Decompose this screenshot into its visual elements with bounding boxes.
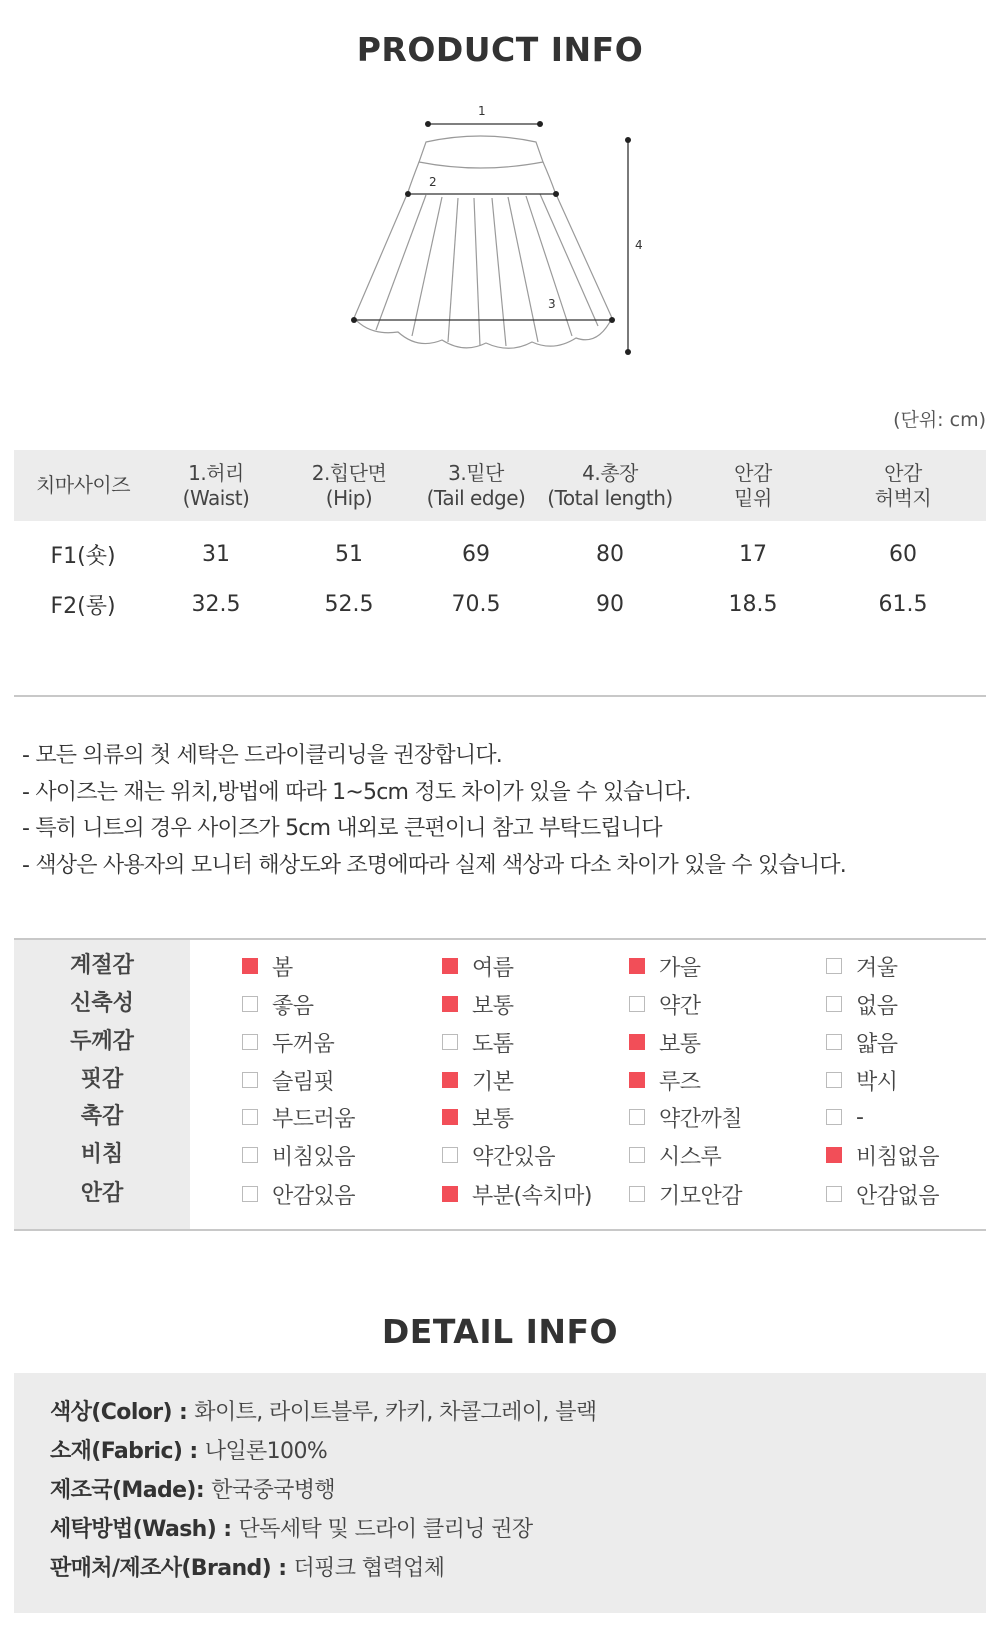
attribute-option bbox=[629, 1175, 742, 1213]
attribute-label: 안감 bbox=[80, 1181, 124, 1206]
attribute-label: 핏감 bbox=[80, 1067, 124, 1092]
table-row bbox=[14, 579, 986, 629]
unchecked-box-icon bbox=[826, 1186, 842, 1202]
attribute-row bbox=[14, 1175, 986, 1213]
size-table bbox=[14, 450, 986, 629]
attribute-option-label: 약간 bbox=[659, 993, 701, 1019]
detail-key: 세탁방법(Wash) : bbox=[50, 1517, 239, 1542]
unchecked-box-icon bbox=[242, 1147, 258, 1163]
attribute-option bbox=[242, 1023, 334, 1061]
divider bbox=[14, 695, 986, 697]
note-line: - 모든 의류의 첫 세탁은 드라이클리닝을 권장합니다. bbox=[22, 743, 502, 768]
header-waist: 1.허리 (Waist) bbox=[182, 460, 250, 510]
measure-label-1: 1 bbox=[478, 104, 486, 118]
detail-value: 화이트, 라이트블루, 카키, 차콜그레이, 블랙 bbox=[194, 1400, 597, 1425]
unchecked-box-icon bbox=[629, 1147, 645, 1163]
detail-value: 나일론100% bbox=[204, 1439, 328, 1464]
attribute-row bbox=[14, 947, 986, 985]
attribute-option-label: 슬림핏 bbox=[272, 1069, 335, 1095]
unchecked-box-icon bbox=[629, 1186, 645, 1202]
product-info-title: PRODUCT INFO bbox=[356, 30, 644, 69]
measure-label-3: 3 bbox=[548, 297, 556, 311]
checked-box-icon bbox=[629, 1072, 645, 1088]
unchecked-box-icon bbox=[826, 958, 842, 974]
attribute-option bbox=[442, 1175, 592, 1213]
unchecked-box-icon bbox=[826, 1034, 842, 1050]
unchecked-box-icon bbox=[442, 1147, 458, 1163]
skirt-outline bbox=[354, 136, 612, 348]
unit-note: (단위: cm) bbox=[893, 409, 986, 431]
attribute-row bbox=[14, 1098, 986, 1136]
attribute-label: 두께감 bbox=[70, 1029, 134, 1054]
attribute-table bbox=[14, 938, 986, 1231]
unchecked-box-icon bbox=[629, 996, 645, 1012]
attribute-option-label: 가을 bbox=[659, 955, 701, 981]
detail-key: 소재(Fabric) : bbox=[50, 1439, 205, 1464]
attribute-option bbox=[442, 1136, 555, 1174]
table-cell: 18.5 bbox=[728, 591, 778, 617]
checked-box-icon bbox=[629, 958, 645, 974]
note-line: - 사이즈는 재는 위치,방법에 따라 1~5cm 정도 차이가 있을 수 있습니다. bbox=[22, 779, 691, 805]
attribute-option bbox=[826, 985, 898, 1023]
header-tail-edge: 3.밑단 (Tail edge) bbox=[426, 460, 526, 510]
attribute-option bbox=[629, 1136, 721, 1174]
header-lining-thigh: 안감 허벅지 bbox=[874, 460, 932, 510]
detail-key: 제조국(Made): bbox=[50, 1478, 212, 1503]
attribute-option bbox=[442, 947, 514, 985]
attribute-option-label: 박시 bbox=[856, 1069, 898, 1095]
detail-wash bbox=[50, 1512, 533, 1543]
unchecked-box-icon bbox=[826, 996, 842, 1012]
detail-info-panel bbox=[14, 1373, 986, 1613]
table-row bbox=[14, 521, 986, 579]
attribute-option bbox=[629, 1023, 701, 1061]
detail-fabric bbox=[50, 1434, 327, 1465]
attribute-option-label: 약간있음 bbox=[472, 1144, 556, 1170]
header-size: 치마사이즈 bbox=[35, 473, 131, 497]
unchecked-box-icon bbox=[242, 1186, 258, 1202]
attribute-option bbox=[826, 1136, 939, 1174]
unchecked-box-icon bbox=[826, 1072, 842, 1088]
detail-value: 한국중국병행 bbox=[211, 1478, 336, 1503]
attribute-option-label: 겨울 bbox=[856, 955, 898, 981]
attribute-option-label: 기본 bbox=[472, 1069, 514, 1095]
attribute-option-label: 시스루 bbox=[659, 1144, 722, 1170]
attribute-option bbox=[242, 985, 314, 1023]
attribute-option-label: 보통 bbox=[472, 993, 514, 1019]
unchecked-box-icon bbox=[242, 1109, 258, 1125]
table-cell: 60 bbox=[889, 541, 917, 567]
attribute-row bbox=[14, 1061, 986, 1099]
attribute-option-label: 여름 bbox=[472, 955, 514, 981]
checked-box-icon bbox=[442, 1186, 458, 1202]
table-cell: 52.5 bbox=[324, 591, 374, 617]
attribute-option-label: 부분(속치마) bbox=[472, 1183, 592, 1209]
attribute-option bbox=[629, 947, 701, 985]
care-notes bbox=[22, 738, 982, 884]
attribute-option bbox=[442, 1098, 514, 1136]
table-cell: 32.5 bbox=[191, 591, 241, 617]
measure-label-2: 2 bbox=[429, 175, 437, 189]
header-hip: 2.힙단면 (Hip) bbox=[311, 460, 387, 510]
attribute-option-label: 루즈 bbox=[659, 1069, 701, 1095]
attribute-row bbox=[14, 1023, 986, 1061]
measure-label-4: 4 bbox=[635, 238, 643, 252]
checked-box-icon bbox=[442, 1109, 458, 1125]
attribute-label: 계절감 bbox=[70, 953, 134, 978]
attribute-option-label: 비침있음 bbox=[272, 1144, 356, 1170]
attribute-option-label: 기모안감 bbox=[659, 1183, 743, 1209]
attribute-option bbox=[826, 1098, 863, 1136]
checked-box-icon bbox=[442, 1072, 458, 1088]
attribute-option-label: 얇음 bbox=[856, 1031, 898, 1057]
attribute-option-label: 없음 bbox=[856, 993, 898, 1019]
attribute-label: 촉감 bbox=[80, 1104, 124, 1129]
attribute-option bbox=[826, 947, 898, 985]
attribute-option bbox=[442, 1061, 514, 1099]
attribute-option-label: 비침없음 bbox=[856, 1144, 940, 1170]
attribute-option bbox=[629, 1098, 742, 1136]
attribute-row bbox=[14, 985, 986, 1023]
attribute-option-label: 부드러움 bbox=[272, 1106, 356, 1132]
unchecked-box-icon bbox=[242, 996, 258, 1012]
detail-key: 색상(Color) : bbox=[50, 1400, 195, 1425]
detail-brand bbox=[50, 1551, 444, 1582]
attribute-option bbox=[826, 1175, 939, 1213]
unchecked-box-icon bbox=[442, 1034, 458, 1050]
attribute-option bbox=[629, 985, 701, 1023]
unchecked-box-icon bbox=[826, 1109, 842, 1125]
attribute-option bbox=[442, 1023, 514, 1061]
attribute-option-label: 좋음 bbox=[272, 993, 314, 1019]
size-table-header bbox=[14, 450, 986, 521]
unchecked-box-icon bbox=[629, 1109, 645, 1125]
detail-color bbox=[50, 1395, 597, 1426]
detail-value: 더핑크 협력업체 bbox=[293, 1556, 445, 1581]
checked-box-icon bbox=[442, 958, 458, 974]
unchecked-box-icon bbox=[242, 1034, 258, 1050]
attribute-option-label: 보통 bbox=[472, 1106, 514, 1132]
table-cell: F1(숏) bbox=[50, 543, 116, 569]
attribute-option bbox=[242, 947, 293, 985]
attribute-option bbox=[242, 1175, 355, 1213]
table-cell: F2(롱) bbox=[50, 593, 116, 619]
attribute-option bbox=[826, 1023, 898, 1061]
attribute-row bbox=[14, 1136, 986, 1174]
skirt-measurement-diagram bbox=[340, 100, 660, 365]
attribute-option bbox=[242, 1136, 355, 1174]
checked-box-icon bbox=[629, 1034, 645, 1050]
table-cell: 31 bbox=[202, 541, 230, 567]
note-line: - 특히 니트의 경우 사이즈가 5cm 내외로 큰편이니 참고 부탁드립니다 bbox=[22, 816, 662, 841]
attribute-option-label: - bbox=[856, 1104, 864, 1130]
attribute-option-label: 두꺼움 bbox=[272, 1031, 335, 1057]
table-cell: 90 bbox=[596, 591, 624, 617]
attribute-option-label: 도톰 bbox=[472, 1031, 514, 1057]
detail-value: 단독세탁 및 드라이 클리닝 권장 bbox=[238, 1517, 533, 1542]
attribute-option-label: 안감없음 bbox=[856, 1183, 940, 1209]
attribute-option bbox=[442, 985, 514, 1023]
table-cell: 69 bbox=[462, 541, 490, 567]
unchecked-box-icon bbox=[242, 1072, 258, 1088]
attribute-option-label: 봄 bbox=[272, 955, 293, 981]
detail-info-title: DETAIL INFO bbox=[381, 1312, 619, 1351]
attribute-option bbox=[242, 1061, 334, 1099]
header-total-length: 4.총장 (Total length) bbox=[547, 460, 673, 510]
attribute-option bbox=[629, 1061, 701, 1099]
detail-made bbox=[50, 1473, 335, 1504]
attribute-option-label: 약간까칠 bbox=[659, 1106, 743, 1132]
attribute-option-label: 안감있음 bbox=[272, 1183, 356, 1209]
attribute-label: 비침 bbox=[80, 1142, 124, 1167]
attribute-label: 신축성 bbox=[70, 991, 134, 1016]
checked-box-icon bbox=[826, 1147, 842, 1163]
measurement-lines bbox=[354, 124, 628, 352]
table-cell: 17 bbox=[739, 541, 767, 567]
attribute-option-label: 보통 bbox=[659, 1031, 701, 1057]
attribute-option bbox=[826, 1061, 898, 1099]
attribute-option bbox=[242, 1098, 355, 1136]
table-cell: 61.5 bbox=[878, 591, 928, 617]
checked-box-icon bbox=[242, 958, 258, 974]
table-cell: 70.5 bbox=[451, 591, 501, 617]
table-cell: 80 bbox=[596, 541, 624, 567]
detail-key: 판매처/제조사(Brand) : bbox=[50, 1556, 294, 1581]
table-cell: 51 bbox=[335, 541, 363, 567]
header-lining-rise: 안감 밑위 bbox=[734, 460, 772, 510]
note-line: - 색상은 사용자의 모니터 해상도와 조명에따라 실제 색상과 다소 차이가 있을 수 있습니다. bbox=[22, 852, 846, 878]
checked-box-icon bbox=[442, 996, 458, 1012]
